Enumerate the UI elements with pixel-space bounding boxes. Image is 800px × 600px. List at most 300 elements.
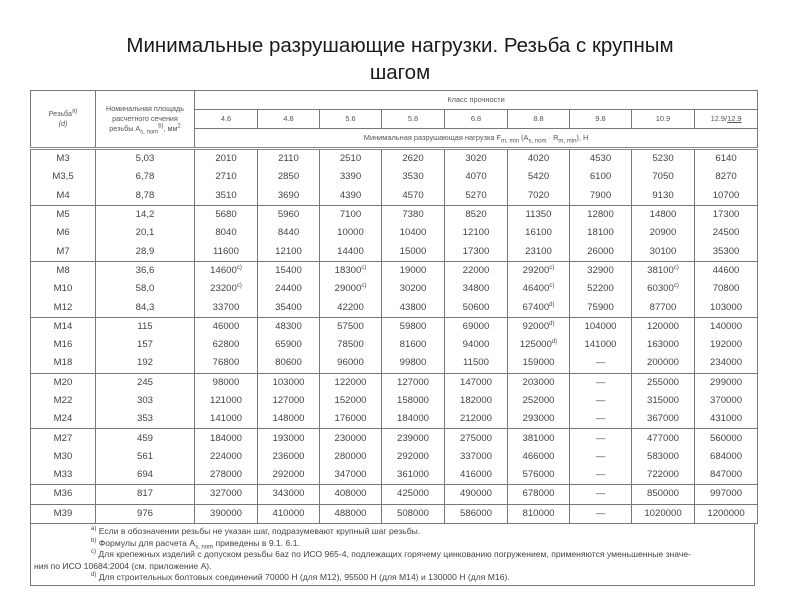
strength-class-label: 5.6 xyxy=(345,114,356,123)
load-cell xyxy=(195,410,258,429)
load-cell xyxy=(195,336,258,354)
load-value: 576000 xyxy=(522,469,555,481)
load-value: 44600 xyxy=(712,264,740,276)
load-value: 15400 xyxy=(275,264,302,276)
area-cell: 817 xyxy=(96,485,195,504)
load-cell xyxy=(195,373,258,392)
load-value: 80600 xyxy=(275,357,302,369)
load-cell xyxy=(258,224,320,242)
load-value: 381000 xyxy=(522,432,555,444)
load-value: 230000 xyxy=(334,432,367,444)
thread-header-label: Резьба xyxy=(48,109,72,118)
footnote-ref-a: a) xyxy=(71,108,78,115)
strength-class-label: 10.9 xyxy=(655,114,671,123)
strength-class-label: 5.8 xyxy=(407,114,419,123)
load-value: 361000 xyxy=(396,469,429,481)
load-value: 586000 xyxy=(459,507,492,519)
load-value: 18100 xyxy=(587,227,614,239)
load-cell xyxy=(632,168,695,186)
load-cell xyxy=(382,317,445,336)
load-cell xyxy=(382,168,445,186)
load-cell xyxy=(632,448,695,466)
load-header-sub2: s, nom xyxy=(528,138,547,145)
load-cell xyxy=(195,392,258,410)
load-cell xyxy=(570,354,632,373)
area-header-sub: s, nom xyxy=(140,129,159,136)
thread-cell: M16 xyxy=(31,336,96,354)
load-value: 234000 xyxy=(710,357,743,369)
load-value: 33700 xyxy=(212,301,240,313)
load-value: 182000 xyxy=(459,395,492,406)
area-cell: 561 xyxy=(96,448,195,466)
load-cell xyxy=(382,373,445,392)
load-value: 236000 xyxy=(272,450,305,462)
area-cell: 8,78 xyxy=(96,187,195,206)
load-cell xyxy=(195,149,258,169)
load-value: 127000 xyxy=(272,395,305,406)
load-header-mid: (A xyxy=(519,133,529,142)
load-value: 152000 xyxy=(334,395,367,406)
thread-cell: M8 xyxy=(31,261,96,280)
load-cell xyxy=(258,448,320,466)
footnote-c xyxy=(31,549,754,561)
load-value: 24400 xyxy=(275,283,302,295)
load-cell xyxy=(320,149,382,169)
load-value: 490000 xyxy=(459,488,492,500)
strength-class-cell xyxy=(258,110,320,129)
load-cell xyxy=(320,448,382,466)
load-cell xyxy=(508,448,570,466)
load-value: — xyxy=(595,432,606,444)
thread-cell: M20 xyxy=(31,373,96,392)
load-value: 850000 xyxy=(646,488,679,500)
load-value: 239000 xyxy=(396,432,429,444)
load-cell xyxy=(445,448,508,466)
area-cell: 6,78 xyxy=(96,168,195,186)
load-cell xyxy=(258,373,320,392)
load-value: 69000 xyxy=(462,320,490,332)
load-value: 48300 xyxy=(275,320,302,332)
strength-class-label: 4.6 xyxy=(220,114,232,123)
load-cell xyxy=(570,149,632,169)
load-value: 477000 xyxy=(646,432,679,444)
load-cell xyxy=(445,224,508,242)
load-cell xyxy=(320,504,382,523)
load-cell xyxy=(382,224,445,242)
load-cell xyxy=(508,354,570,373)
load-value: 678000 xyxy=(522,488,555,500)
load-header-mid2: · R xyxy=(546,133,559,142)
load-cell xyxy=(445,336,508,354)
load-cell xyxy=(570,242,632,261)
footnote-ref: d) xyxy=(551,338,558,345)
footnote-d-mark: d) xyxy=(91,572,97,579)
load-value: 159000 xyxy=(522,357,555,369)
load-cell xyxy=(695,298,758,317)
load-value: 5960 xyxy=(277,209,300,221)
load-value: 12800 xyxy=(587,209,614,221)
load-value: 67400 xyxy=(522,301,550,313)
load-value: 280000 xyxy=(334,450,367,462)
footnote-b-text: Формулы для расчета A xyxy=(96,537,196,548)
load-header-sub3: m, min xyxy=(558,138,577,145)
load-value: 488000 xyxy=(334,507,367,519)
load-cell xyxy=(508,280,570,298)
footnote-ref: c) xyxy=(549,264,555,271)
load-cell xyxy=(445,205,508,224)
load-cell xyxy=(445,485,508,504)
load-value: 176000 xyxy=(334,413,367,425)
load-cell xyxy=(382,485,445,504)
load-value: 30100 xyxy=(649,245,677,257)
load-value: 141000 xyxy=(209,413,242,425)
load-cell xyxy=(258,504,320,523)
footnote-b-suffix: приведены в 9.1. 6.1. xyxy=(213,537,300,548)
load-cell xyxy=(195,224,258,242)
table-row xyxy=(31,261,758,280)
table-row xyxy=(31,429,758,448)
load-cell xyxy=(195,187,258,206)
strength-class-label: 12.9/ xyxy=(710,114,728,123)
strength-class-header: Класс прочности xyxy=(195,91,758,110)
strength-class-cell xyxy=(382,110,445,129)
load-value: 17300 xyxy=(712,209,740,221)
load-cell xyxy=(632,149,695,169)
min-breaking-load-header xyxy=(195,129,758,149)
load-cell xyxy=(632,354,695,373)
load-value: 367000 xyxy=(646,413,679,425)
load-cell xyxy=(445,410,508,429)
load-cell xyxy=(382,205,445,224)
load-cell xyxy=(632,373,695,392)
load-cell xyxy=(195,354,258,373)
table-row xyxy=(31,224,758,242)
load-value: 9130 xyxy=(652,189,674,201)
load-value: 17300 xyxy=(462,245,490,257)
load-cell xyxy=(445,504,508,523)
load-cell xyxy=(508,298,570,317)
load-cell xyxy=(695,261,758,280)
load-value: 425000 xyxy=(396,488,429,500)
load-cell xyxy=(508,205,570,224)
load-cell xyxy=(195,429,258,448)
footnotes xyxy=(30,524,755,586)
load-cell xyxy=(570,224,632,242)
load-cell xyxy=(695,410,758,429)
load-value: 8040 xyxy=(215,227,237,239)
load-cell xyxy=(632,205,695,224)
load-value: 275000 xyxy=(459,432,492,444)
load-cell xyxy=(320,205,382,224)
load-cell xyxy=(195,298,258,317)
load-header-suffix: ), Н xyxy=(576,133,589,142)
footnote-a xyxy=(31,526,754,538)
load-value: 35300 xyxy=(712,245,740,257)
footnote-b-mark: b) xyxy=(91,537,97,544)
load-value: 684000 xyxy=(710,450,743,462)
area-cell: 28,9 xyxy=(96,242,195,261)
load-cell xyxy=(695,448,758,466)
load-value: 292000 xyxy=(272,469,305,481)
load-cell xyxy=(195,485,258,504)
load-value: 6140 xyxy=(715,153,737,165)
load-value: 94000 xyxy=(462,339,490,351)
load-value: 50600 xyxy=(462,301,490,313)
load-value: 3530 xyxy=(402,171,424,183)
load-value: 121000 xyxy=(209,395,242,406)
area-cell: 20,1 xyxy=(96,224,195,242)
load-cell xyxy=(570,187,632,206)
load-cell xyxy=(695,504,758,523)
load-value: 78500 xyxy=(337,339,364,351)
footnote-b xyxy=(31,538,754,550)
thread-cell: M5 xyxy=(31,205,96,224)
load-cell xyxy=(445,317,508,336)
load-cell xyxy=(195,317,258,336)
load-value: — xyxy=(595,413,606,425)
load-value: 212000 xyxy=(459,413,492,425)
load-value: 14800 xyxy=(649,209,677,221)
load-cell xyxy=(382,298,445,317)
page-title: Минимальные разрушающие нагрузки. Резьба с крупным шагом xyxy=(126,34,674,84)
load-cell xyxy=(382,187,445,206)
load-cell xyxy=(445,280,508,298)
load-cell xyxy=(632,242,695,261)
thread-cell: M27 xyxy=(31,429,96,448)
load-value: 16100 xyxy=(525,227,552,239)
strength-class-label: 8.8 xyxy=(533,114,544,123)
load-cell xyxy=(445,354,508,373)
area-header-unit-exp: 2 xyxy=(177,123,181,130)
load-cell xyxy=(320,354,382,373)
load-value: 184000 xyxy=(396,413,429,425)
load-cell xyxy=(632,261,695,280)
load-value: 12100 xyxy=(462,227,490,239)
load-cell xyxy=(632,317,695,336)
load-cell xyxy=(570,336,632,354)
footnote-a-text: Если в обозначении резьбы не указан шаг, подразумевают крупный шаг резьбы. xyxy=(96,526,421,536)
area-cell: 5,03 xyxy=(96,149,195,169)
footnote-ref: c) xyxy=(549,283,555,290)
area-cell: 192 xyxy=(96,354,195,373)
load-value: 416000 xyxy=(459,469,492,481)
load-value: 508000 xyxy=(396,507,429,519)
load-cell xyxy=(320,168,382,186)
load-value: 163000 xyxy=(646,339,679,351)
load-value: — xyxy=(595,450,606,462)
load-value: 14400 xyxy=(337,245,364,257)
load-cell xyxy=(320,224,382,242)
load-cell xyxy=(258,485,320,504)
load-value: 5270 xyxy=(465,189,487,201)
load-value: 140000 xyxy=(710,320,743,332)
load-cell xyxy=(695,149,758,169)
load-value: 1020000 xyxy=(644,507,682,519)
load-value: — xyxy=(595,469,606,481)
load-value: 57500 xyxy=(337,320,364,332)
area-cell: 84,3 xyxy=(96,298,195,317)
load-cell xyxy=(508,149,570,169)
load-cell xyxy=(570,485,632,504)
load-cell xyxy=(258,354,320,373)
table-row xyxy=(31,373,758,392)
area-cell: 36,6 xyxy=(96,261,195,280)
load-cell xyxy=(258,336,320,354)
load-cell xyxy=(632,466,695,485)
load-value: 292000 xyxy=(396,450,429,462)
load-value: 19000 xyxy=(399,264,427,276)
load-value: 87700 xyxy=(649,301,677,313)
load-value: 583000 xyxy=(646,450,679,462)
load-cell xyxy=(508,466,570,485)
thread-cell: M22 xyxy=(31,392,96,410)
load-value: 4390 xyxy=(339,189,362,201)
load-value: 997000 xyxy=(710,488,743,500)
load-value: 34800 xyxy=(462,283,490,295)
footnote-c-mark: c) xyxy=(91,549,96,556)
load-cell xyxy=(258,205,320,224)
load-cell xyxy=(258,261,320,280)
thread-cell: M39 xyxy=(31,504,96,523)
load-cell xyxy=(258,429,320,448)
footnote-d-text: Для строительных болтовых соединений 70000 Н (для M12), 95500 Н (для M14) и 130000 Н (для M16). xyxy=(96,572,510,583)
thread-cell: M36 xyxy=(31,485,96,504)
load-value: 466000 xyxy=(522,450,555,462)
load-cell xyxy=(320,485,382,504)
footnote-ref: c) xyxy=(361,264,367,271)
load-cell xyxy=(195,242,258,261)
footnote-ref: d) xyxy=(549,301,555,308)
footnote-b-sub: s, nom xyxy=(195,544,214,551)
load-cell xyxy=(382,466,445,485)
load-value: 408000 xyxy=(334,488,367,500)
load-value: 337000 xyxy=(459,450,492,462)
load-cell xyxy=(570,373,632,392)
load-value: 127000 xyxy=(396,376,429,388)
load-value: 560000 xyxy=(710,432,743,444)
load-cell xyxy=(695,336,758,354)
load-cell xyxy=(382,149,445,169)
load-cell xyxy=(195,504,258,523)
strength-class-label: 9.8 xyxy=(595,114,606,123)
load-cell xyxy=(508,429,570,448)
load-cell xyxy=(508,336,570,354)
load-value: 2510 xyxy=(339,153,362,165)
load-cell xyxy=(320,466,382,485)
area-cell: 245 xyxy=(96,373,195,392)
load-value: — xyxy=(595,507,606,519)
load-cell xyxy=(445,242,508,261)
load-value: 4570 xyxy=(402,189,424,201)
load-value: 103000 xyxy=(272,376,305,388)
table-row xyxy=(31,485,758,504)
strength-class-underlined: 12.9 xyxy=(727,114,742,123)
load-value: 847000 xyxy=(710,469,743,481)
load-cell xyxy=(445,392,508,410)
load-cell xyxy=(570,410,632,429)
area-column-header xyxy=(96,91,195,149)
load-value: 60300 xyxy=(647,283,674,295)
load-cell xyxy=(258,410,320,429)
thread-cell: M7 xyxy=(31,242,96,261)
load-cell xyxy=(258,168,320,186)
table-row xyxy=(31,354,758,373)
load-value: 431000 xyxy=(710,413,743,425)
table-row xyxy=(31,317,758,336)
load-cell xyxy=(570,280,632,298)
load-value: 2110 xyxy=(278,153,299,165)
load-value: 6100 xyxy=(589,171,612,183)
load-cell xyxy=(570,205,632,224)
load-value: 92000 xyxy=(522,320,550,332)
load-header-sub1: m, min xyxy=(501,138,520,145)
load-value: 148000 xyxy=(272,413,305,425)
load-value: 2620 xyxy=(402,153,424,165)
table-row xyxy=(31,392,758,410)
load-cell xyxy=(570,392,632,410)
load-cell xyxy=(258,242,320,261)
load-cell xyxy=(508,504,570,523)
table-row xyxy=(31,504,758,523)
load-cell xyxy=(695,429,758,448)
load-value: 3690 xyxy=(277,189,300,201)
load-value: 18300 xyxy=(334,264,362,276)
load-cell xyxy=(695,392,758,410)
load-cell xyxy=(445,149,508,169)
table-row xyxy=(31,466,758,485)
load-cell xyxy=(382,392,445,410)
load-cell xyxy=(258,317,320,336)
load-cell xyxy=(195,280,258,298)
load-cell xyxy=(632,485,695,504)
footnote-ref: c) xyxy=(673,283,679,290)
area-header-line2: расчетного сечения xyxy=(112,114,178,123)
load-value: 722000 xyxy=(646,469,679,481)
area-cell: 694 xyxy=(96,466,195,485)
footnote-c-text: Для крепежных изделий с допуском резьбы 6az по ИСО 965-4, подлежащих горячему цинкованию погружением, применяются уменьшенные значе- xyxy=(96,549,691,560)
thread-cell: M4 xyxy=(31,187,96,206)
load-value: 255000 xyxy=(646,376,679,388)
table-row xyxy=(31,149,758,169)
load-cell xyxy=(508,392,570,410)
load-value: 347000 xyxy=(334,469,367,481)
load-value: 810000 xyxy=(522,507,555,519)
load-value: 122000 xyxy=(334,376,367,388)
load-cell xyxy=(570,466,632,485)
load-value: 35400 xyxy=(275,301,302,313)
load-value: 192000 xyxy=(710,339,743,351)
strength-class-cell xyxy=(570,110,632,129)
load-value: 26000 xyxy=(587,245,614,257)
load-cell xyxy=(320,429,382,448)
load-value: 4530 xyxy=(589,153,612,165)
table-row xyxy=(31,336,758,354)
load-value: 7020 xyxy=(527,189,550,201)
load-cell xyxy=(570,261,632,280)
load-cell xyxy=(695,224,758,242)
strength-class-cell xyxy=(195,110,258,129)
area-cell: 115 xyxy=(96,317,195,336)
load-cell xyxy=(258,187,320,206)
load-value: 23200 xyxy=(210,283,237,295)
footnote-d xyxy=(31,572,754,584)
load-cell xyxy=(382,280,445,298)
load-cell xyxy=(632,298,695,317)
load-value: 11500 xyxy=(463,357,489,369)
load-cell xyxy=(570,429,632,448)
area-cell: 14,2 xyxy=(96,205,195,224)
load-value: 370000 xyxy=(710,395,743,406)
